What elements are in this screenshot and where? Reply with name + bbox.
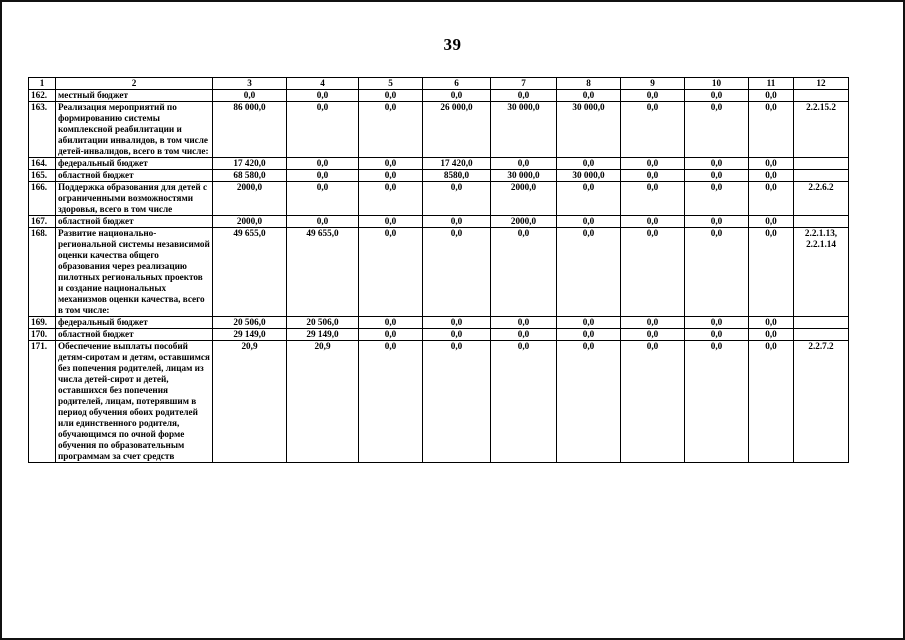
reference-cell — [794, 317, 849, 329]
item-name-cell: Реализация мероприятий по формированию системы комплексной реабилитации и абилитации инвалидов, в том числе детей-инвалидов, всего в том числе: — [56, 102, 213, 158]
reference-cell — [794, 329, 849, 341]
amount-cell: 0,0 — [685, 329, 749, 341]
reference-cell — [794, 216, 849, 228]
amount-cell: 0,0 — [621, 182, 685, 216]
amount-cell: 0,0 — [621, 341, 685, 463]
amount-cell: 0,0 — [749, 317, 794, 329]
item-name-cell: федеральный бюджет — [56, 158, 213, 170]
amount-cell: 0,0 — [287, 102, 359, 158]
amount-cell: 0,0 — [423, 90, 491, 102]
amount-cell: 0,0 — [557, 317, 621, 329]
amount-cell: 26 000,0 — [423, 102, 491, 158]
amount-cell: 17 420,0 — [423, 158, 491, 170]
amount-cell: 0,0 — [359, 158, 423, 170]
amount-cell: 0,0 — [749, 90, 794, 102]
column-header: 6 — [423, 78, 491, 90]
amount-cell: 30 000,0 — [557, 102, 621, 158]
amount-total-cell: 0,0 — [213, 90, 287, 102]
amount-cell: 0,0 — [621, 102, 685, 158]
amount-cell: 0,0 — [685, 341, 749, 463]
reference-cell: 2.2.6.2 — [794, 182, 849, 216]
amount-cell: 0,0 — [621, 90, 685, 102]
amount-cell: 0,0 — [287, 182, 359, 216]
column-header: 8 — [557, 78, 621, 90]
amount-cell: 0,0 — [423, 216, 491, 228]
amount-total-cell: 29 149,0 — [213, 329, 287, 341]
amount-cell: 0,0 — [621, 228, 685, 317]
page-number: 39 — [443, 35, 462, 54]
reference-cell — [794, 90, 849, 102]
row-number-cell: 162. — [29, 90, 56, 102]
table-header-row — [29, 78, 849, 90]
amount-cell: 0,0 — [359, 90, 423, 102]
amount-cell: 0,0 — [359, 182, 423, 216]
amount-cell: 0,0 — [423, 228, 491, 317]
amount-cell: 30 000,0 — [491, 170, 557, 182]
column-header: 2 — [56, 78, 213, 90]
reference-cell: 2.2.1.13, 2.2.1.14 — [794, 228, 849, 317]
row-number-cell: 169. — [29, 317, 56, 329]
amount-cell: 0,0 — [491, 329, 557, 341]
table-row — [29, 170, 849, 182]
amount-cell: 30 000,0 — [557, 170, 621, 182]
row-number-cell: 163. — [29, 102, 56, 158]
amount-cell: 0,0 — [491, 158, 557, 170]
amount-cell: 0,0 — [491, 317, 557, 329]
reference-cell — [794, 170, 849, 182]
amount-cell: 0,0 — [557, 90, 621, 102]
amount-cell: 20 506,0 — [287, 317, 359, 329]
amount-cell: 0,0 — [621, 216, 685, 228]
amount-cell: 49 655,0 — [287, 228, 359, 317]
table-row — [29, 158, 849, 170]
amount-cell: 0,0 — [423, 329, 491, 341]
amount-cell: 0,0 — [287, 170, 359, 182]
table-row — [29, 341, 849, 463]
column-header: 1 — [29, 78, 56, 90]
amount-cell: 0,0 — [287, 90, 359, 102]
amount-cell: 0,0 — [359, 102, 423, 158]
amount-cell: 0,0 — [685, 90, 749, 102]
item-name-cell: Поддержка образования для детей с ограниченными возможностями здоровья, всего в том числе — [56, 182, 213, 216]
row-number-cell: 170. — [29, 329, 56, 341]
table-row — [29, 228, 849, 317]
amount-cell: 0,0 — [685, 228, 749, 317]
amount-cell: 0,0 — [749, 102, 794, 158]
amount-cell: 0,0 — [491, 90, 557, 102]
amount-cell: 0,0 — [621, 329, 685, 341]
amount-total-cell: 20,9 — [213, 341, 287, 463]
reference-cell — [794, 158, 849, 170]
amount-cell: 0,0 — [557, 329, 621, 341]
table-row — [29, 90, 849, 102]
amount-cell: 0,0 — [749, 158, 794, 170]
row-number-cell: 171. — [29, 341, 56, 463]
amount-total-cell: 49 655,0 — [213, 228, 287, 317]
row-number-cell: 165. — [29, 170, 56, 182]
amount-cell: 0,0 — [287, 216, 359, 228]
amount-cell: 0,0 — [557, 228, 621, 317]
amount-cell: 20,9 — [287, 341, 359, 463]
table-row — [29, 182, 849, 216]
table-row — [29, 329, 849, 341]
amount-cell: 0,0 — [491, 228, 557, 317]
column-header: 12 — [794, 78, 849, 90]
amount-cell: 0,0 — [557, 341, 621, 463]
amount-cell: 0,0 — [359, 216, 423, 228]
reference-cell: 2.2.7.2 — [794, 341, 849, 463]
amount-cell: 0,0 — [685, 158, 749, 170]
budget-table — [28, 77, 849, 463]
amount-cell: 0,0 — [423, 317, 491, 329]
amount-cell: 2000,0 — [491, 182, 557, 216]
item-name-cell: федеральный бюджет — [56, 317, 213, 329]
amount-cell: 0,0 — [359, 329, 423, 341]
row-number-cell: 168. — [29, 228, 56, 317]
item-name-cell: Развитие национально-региональной системы независимой оценки качества общего образования через реализацию пилотных региональных проектов и создание национальных механизмов оценки качества, всего в том числе: — [56, 228, 213, 317]
column-header: 5 — [359, 78, 423, 90]
amount-cell: 0,0 — [685, 182, 749, 216]
amount-cell: 0,0 — [621, 158, 685, 170]
amount-cell: 0,0 — [621, 170, 685, 182]
amount-cell: 0,0 — [359, 341, 423, 463]
item-name-cell: Обеспечение выплаты пособий детям-сиротам и детям, оставшимся без попечения родителей, лицам из числа детей-сирот и детей, оставшихся без попечения родителей, лицам, потерявшим в период обучения обоих родителей или единственного родителя, обучающимся по очной форме обучения по образовательным программам за счет средств — [56, 341, 213, 463]
amount-cell: 0,0 — [685, 216, 749, 228]
amount-cell: 0,0 — [359, 228, 423, 317]
amount-cell: 29 149,0 — [287, 329, 359, 341]
amount-cell: 0,0 — [685, 102, 749, 158]
reference-cell: 2.2.15.2 — [794, 102, 849, 158]
amount-cell: 0,0 — [749, 216, 794, 228]
amount-cell: 0,0 — [749, 170, 794, 182]
amount-total-cell: 2000,0 — [213, 182, 287, 216]
item-name-cell: областной бюджет — [56, 329, 213, 341]
amount-total-cell: 2000,0 — [213, 216, 287, 228]
column-header: 11 — [749, 78, 794, 90]
table-row — [29, 317, 849, 329]
amount-cell: 0,0 — [423, 182, 491, 216]
amount-cell: 0,0 — [359, 170, 423, 182]
amount-cell: 0,0 — [749, 182, 794, 216]
amount-cell: 0,0 — [557, 182, 621, 216]
item-name-cell: областной бюджет — [56, 216, 213, 228]
item-name-cell: местный бюджет — [56, 90, 213, 102]
amount-total-cell: 17 420,0 — [213, 158, 287, 170]
row-number-cell: 166. — [29, 182, 56, 216]
amount-cell: 8580,0 — [423, 170, 491, 182]
column-header: 4 — [287, 78, 359, 90]
table-row — [29, 102, 849, 158]
row-number-cell: 164. — [29, 158, 56, 170]
amount-cell: 0,0 — [557, 158, 621, 170]
amount-cell: 0,0 — [685, 170, 749, 182]
column-header: 7 — [491, 78, 557, 90]
column-header: 9 — [621, 78, 685, 90]
amount-cell: 0,0 — [287, 158, 359, 170]
column-header: 10 — [685, 78, 749, 90]
amount-cell: 0,0 — [685, 317, 749, 329]
amount-cell: 0,0 — [621, 317, 685, 329]
amount-cell: 0,0 — [749, 329, 794, 341]
amount-cell: 0,0 — [749, 341, 794, 463]
amount-cell: 0,0 — [749, 228, 794, 317]
amount-total-cell: 20 506,0 — [213, 317, 287, 329]
amount-total-cell: 68 580,0 — [213, 170, 287, 182]
amount-cell: 0,0 — [557, 216, 621, 228]
row-number-cell: 167. — [29, 216, 56, 228]
column-header: 3 — [213, 78, 287, 90]
amount-cell: 2000,0 — [491, 216, 557, 228]
table-row — [29, 216, 849, 228]
item-name-cell: областной бюджет — [56, 170, 213, 182]
amount-cell: 0,0 — [491, 341, 557, 463]
amount-cell: 0,0 — [359, 317, 423, 329]
amount-cell: 30 000,0 — [491, 102, 557, 158]
amount-cell: 0,0 — [423, 341, 491, 463]
amount-total-cell: 86 000,0 — [213, 102, 287, 158]
